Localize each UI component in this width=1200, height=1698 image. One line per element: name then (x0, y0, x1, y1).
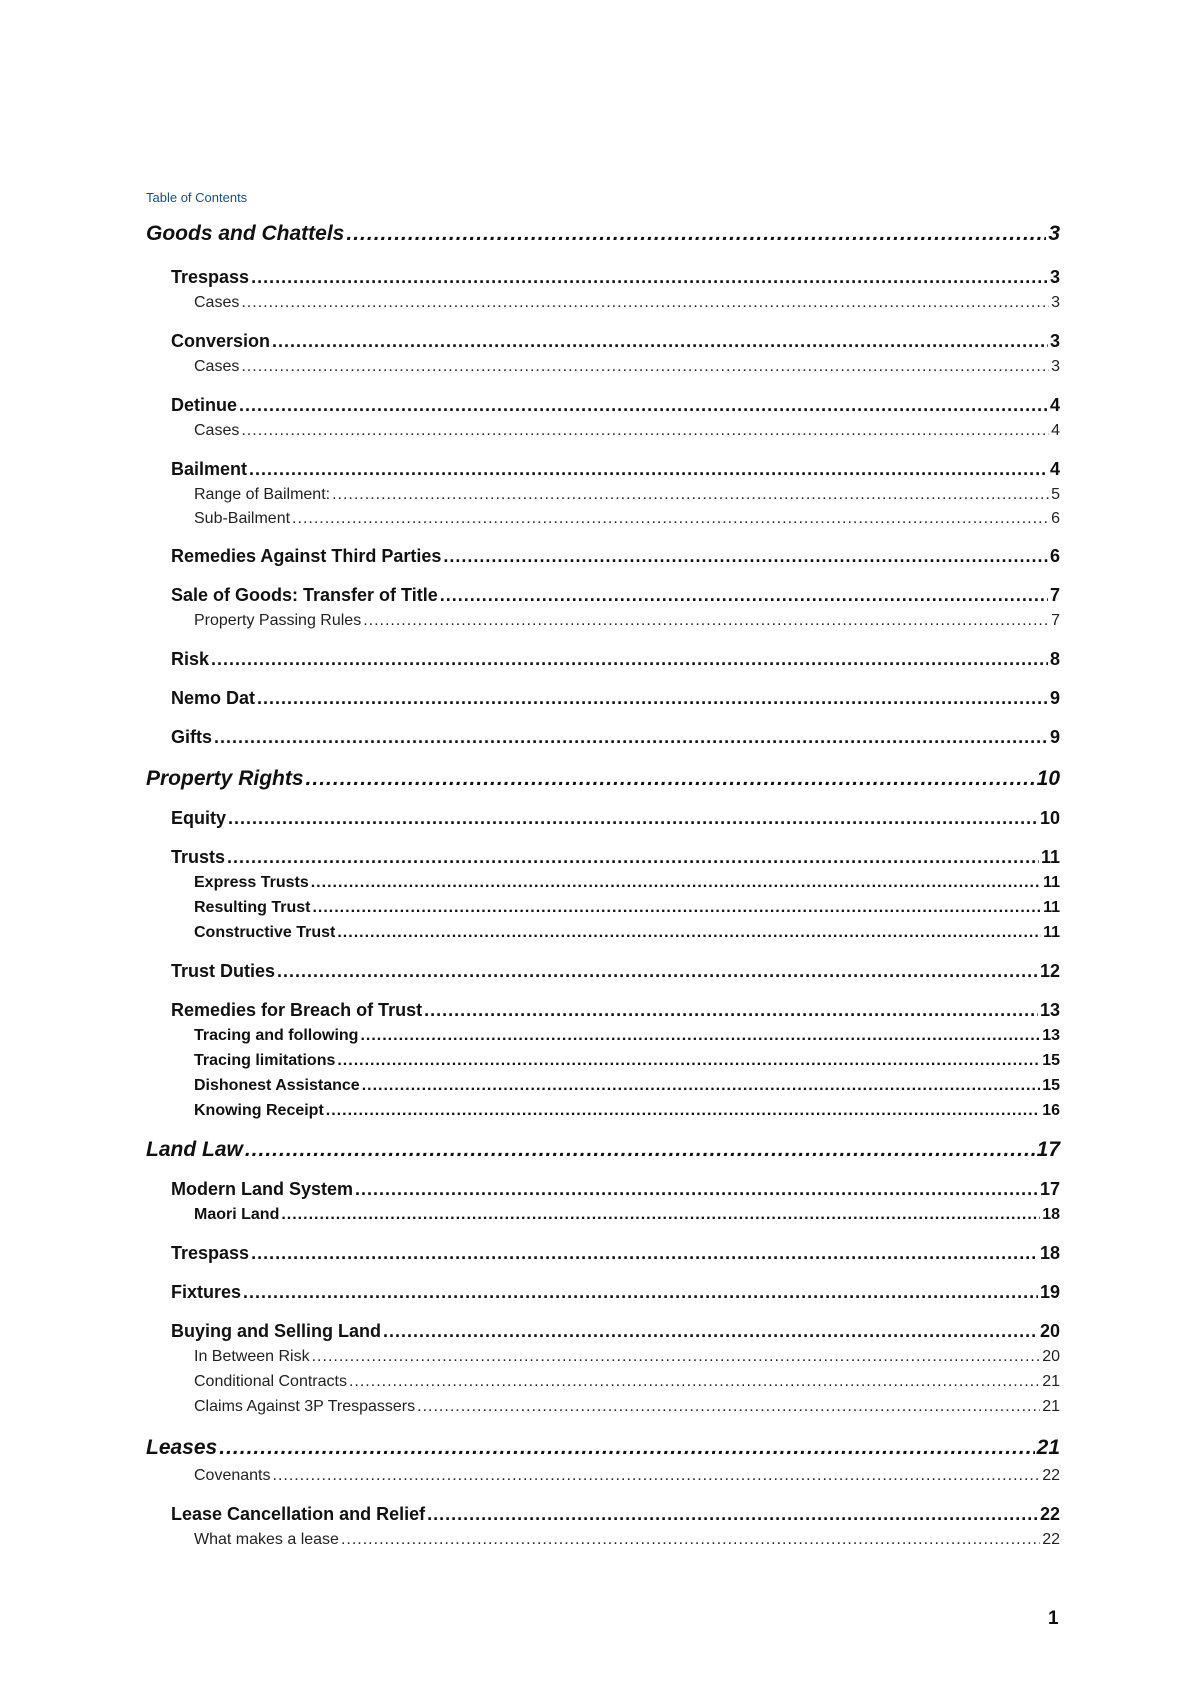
toc-entry-page: 6 (1049, 546, 1060, 566)
toc-entry-label: Gifts (171, 727, 213, 747)
toc-leader (243, 1282, 1038, 1303)
toc-leader (440, 585, 1048, 606)
toc-entry-page: 21 (1036, 1436, 1060, 1459)
toc-leader (360, 1027, 1040, 1045)
toc-entry-sub-bailment[interactable] (194, 510, 1060, 528)
toc-entry-page: 8 (1049, 649, 1060, 669)
toc-entry-page: 13 (1042, 1027, 1060, 1044)
toc-entry-cases[interactable] (194, 358, 1060, 376)
toc-entry-label: Land Law (146, 1138, 243, 1161)
toc-entry-label: Trusts (171, 847, 226, 867)
toc-entry-label: Lease Cancellation and Relief (171, 1504, 426, 1524)
toc-entry-lease-cancellation-and-relief[interactable] (171, 1504, 1060, 1525)
toc-entry-page: 11 (1043, 899, 1060, 916)
toc-entry-label: Conversion (171, 331, 271, 351)
toc-entry-label: In Between Risk (194, 1348, 310, 1365)
toc-leader (341, 1531, 1040, 1549)
toc-leader (312, 899, 1041, 917)
toc-entry-land-law[interactable] (146, 1138, 1060, 1162)
toc-entry-remedies-against-third-parties[interactable] (171, 546, 1060, 567)
toc-leader (281, 1206, 1040, 1224)
toc-entry-label: Goods and Chattels (146, 222, 345, 245)
toc-entry-conversion[interactable] (171, 331, 1060, 352)
toc-entry-property-rights[interactable] (146, 767, 1060, 791)
toc-entry-page: 7 (1049, 585, 1060, 605)
toc-entry-page: 3 (1051, 358, 1060, 375)
toc-entry-trust-duties[interactable] (171, 961, 1060, 982)
toc-entry-page: 22 (1042, 1467, 1060, 1484)
toc-leader (227, 847, 1039, 868)
toc-entry-label: Range of Bailment: (194, 486, 331, 503)
toc-entry-modern-land-system[interactable] (171, 1179, 1060, 1200)
toc-entry-label: Risk (171, 649, 210, 669)
toc-entry-label: Claims Against 3P Trespassers (194, 1398, 416, 1415)
toc-leader (443, 546, 1048, 567)
toc-entry-label: Tracing and following (194, 1027, 359, 1044)
toc-entry-label: Tracing limitations (194, 1052, 336, 1069)
toc-leader (277, 961, 1038, 982)
toc-entry-express-trusts[interactable] (194, 874, 1060, 892)
toc-leader (272, 331, 1048, 352)
toc-entry-label: Trespass (171, 267, 250, 287)
toc-leader (337, 924, 1041, 942)
toc-entry-label: Cases (194, 358, 240, 375)
toc-entry-label: Nemo Dat (171, 688, 256, 708)
toc-leader (292, 510, 1049, 528)
toc-entry-page: 15 (1042, 1052, 1060, 1069)
toc-entry-maori-land[interactable] (194, 1206, 1060, 1224)
toc-entry-conditional-contracts[interactable] (194, 1373, 1060, 1391)
toc-leader (249, 459, 1048, 480)
toc-leader (362, 1077, 1041, 1095)
toc-entry-page: 9 (1049, 727, 1060, 747)
toc-entry-page: 3 (1051, 294, 1060, 311)
toc-leader (219, 1436, 1034, 1460)
toc-entry-page: 10 (1036, 767, 1060, 790)
toc-entry-trespass[interactable] (171, 1243, 1060, 1264)
toc-leader (355, 1179, 1038, 1200)
toc-entry-page: 20 (1039, 1321, 1060, 1341)
toc-entry-resulting-trust[interactable] (194, 899, 1060, 917)
toc-entry-page: 20 (1042, 1348, 1060, 1365)
toc-entry-label: Constructive Trust (194, 924, 336, 941)
toc-entry-page: 13 (1039, 1000, 1060, 1020)
toc-entry-label: Remedies Against Third Parties (171, 546, 442, 566)
toc-entry-label: Modern Land System (171, 1179, 354, 1199)
toc-entry-label: Leases (146, 1436, 218, 1459)
toc-entry-trusts[interactable] (171, 847, 1060, 868)
toc-entry-page: 3 (1048, 222, 1060, 245)
toc-entry-goods-and-chattels[interactable] (146, 222, 1060, 246)
toc-entry-in-between-risk[interactable] (194, 1348, 1060, 1366)
toc-entry-label: Bailment (171, 459, 248, 479)
toc-leader (363, 612, 1049, 630)
toc-entry-property-passing-rules[interactable] (194, 612, 1060, 630)
toc-entry-page: 5 (1051, 486, 1060, 503)
toc-entry-page: 3 (1049, 267, 1060, 287)
toc-entry-nemo-dat[interactable] (171, 688, 1060, 709)
toc-entry-equity[interactable] (171, 808, 1060, 829)
toc-entry-dishonest-assistance[interactable] (194, 1077, 1060, 1095)
toc-leader (211, 649, 1048, 670)
toc-entry-label: What makes a lease (194, 1531, 339, 1548)
toc-entry-label: Trespass (171, 1243, 250, 1263)
toc-entry-page: 22 (1039, 1504, 1060, 1524)
toc-entry-gifts[interactable] (171, 727, 1060, 748)
toc-entry-sale-of-goods[interactable] (171, 585, 1060, 606)
toc-leader (337, 1052, 1040, 1070)
toc-leader (273, 1467, 1041, 1485)
toc-entry-leases[interactable] (146, 1436, 1060, 1460)
toc-leader (251, 1243, 1038, 1264)
toc-entry-label: Cases (194, 422, 240, 439)
toc-entry-page: 17 (1039, 1179, 1060, 1199)
toc-entry-page: 12 (1039, 961, 1060, 981)
toc-leader (241, 422, 1049, 440)
toc-entry-page: 4 (1049, 395, 1060, 415)
toc-entry-page: 7 (1051, 612, 1060, 629)
toc-entry-label: Dishonest Assistance (194, 1077, 360, 1094)
toc-entry-page: 22 (1042, 1531, 1060, 1548)
toc-entry-page: 11 (1043, 924, 1060, 941)
page-number: 1 (1048, 1608, 1059, 1629)
toc-entry-label: Covenants (194, 1467, 271, 1484)
toc-entry-page: 3 (1049, 331, 1060, 351)
toc-leader (346, 222, 1046, 246)
toc-entry-label: Equity (171, 808, 227, 828)
toc-entry-label: Knowing Receipt (194, 1102, 324, 1119)
toc-entry-remedies-for-breach-of-trust[interactable] (171, 1000, 1060, 1021)
toc-entry-what-makes-a-lease[interactable] (194, 1531, 1060, 1549)
toc-entry-label: Sub-Bailment (194, 510, 291, 527)
toc-leader (245, 1138, 1035, 1162)
toc-leader (228, 808, 1038, 829)
toc-leader (417, 1398, 1040, 1416)
toc-entry-label: Trust Duties (171, 961, 276, 981)
toc-entry-cases[interactable] (194, 294, 1060, 312)
toc-leader (326, 1102, 1040, 1120)
toc-leader (214, 727, 1048, 748)
toc-leader (241, 358, 1049, 376)
toc-entry-label: Cases (194, 294, 240, 311)
toc-leader (257, 688, 1048, 709)
toc-entry-page: 15 (1042, 1077, 1060, 1094)
toc-leader (427, 1504, 1038, 1525)
toc-entry-label: Sale of Goods: Transfer of Title (171, 585, 438, 605)
toc-entry-page: 18 (1039, 1243, 1060, 1263)
toc-entry-page: 4 (1051, 422, 1060, 439)
toc-entry-cases[interactable] (194, 422, 1060, 440)
toc-entry-label: Express Trusts (194, 874, 309, 891)
toc-entry-label: Property Rights (146, 767, 304, 790)
toc-entry-page: 21 (1042, 1373, 1060, 1390)
toc-leader (383, 1321, 1038, 1342)
toc-entry-constructive-trust[interactable] (194, 924, 1060, 942)
toc-entry-label: Conditional Contracts (194, 1373, 347, 1390)
toc-entry-label: Buying and Selling Land (171, 1321, 382, 1341)
toc-entry-risk[interactable] (171, 649, 1060, 670)
toc-entry-page: 9 (1049, 688, 1060, 708)
toc-entry-page: 11 (1040, 847, 1060, 867)
toc-leader (424, 1000, 1038, 1021)
toc-entry-page: 11 (1043, 874, 1060, 891)
toc-entry-label: Maori Land (194, 1206, 280, 1223)
toc-entry-fixtures[interactable] (171, 1282, 1060, 1303)
toc-leader (306, 767, 1035, 791)
toc-heading: Table of Contents (146, 190, 248, 205)
toc-entry-label: Fixtures (171, 1282, 242, 1302)
toc-entry-covenants[interactable] (194, 1467, 1060, 1485)
toc-entry-tracing-and-following[interactable] (194, 1027, 1060, 1045)
toc-leader (349, 1373, 1040, 1391)
toc-entry-buying-and-selling-land[interactable] (171, 1321, 1060, 1342)
toc-entry-range-of-bailment[interactable] (194, 486, 1060, 504)
toc-entry-page: 6 (1051, 510, 1060, 527)
toc-entry-page: 16 (1042, 1102, 1060, 1119)
toc-entry-claims-against-3p-trespassers[interactable] (194, 1398, 1060, 1416)
toc-entry-detinue[interactable] (171, 395, 1060, 416)
toc-leader (241, 294, 1049, 312)
toc-leader (312, 1348, 1041, 1366)
toc-entry-page: 21 (1042, 1398, 1060, 1415)
toc-entry-page: 17 (1036, 1138, 1060, 1161)
toc-entry-knowing-receipt[interactable] (194, 1102, 1060, 1120)
toc-entry-label: Property Passing Rules (194, 612, 362, 629)
toc-leader (311, 874, 1041, 892)
toc-entry-tracing-limitations[interactable] (194, 1052, 1060, 1070)
toc-entry-trespass[interactable] (171, 267, 1060, 288)
toc-leader (239, 395, 1048, 416)
toc-entry-label: Detinue (171, 395, 238, 415)
toc-entry-page: 10 (1039, 808, 1060, 828)
toc-leader (251, 267, 1048, 288)
toc-entry-label: Remedies for Breach of Trust (171, 1000, 423, 1020)
toc-entry-bailment[interactable] (171, 459, 1060, 480)
toc-entry-page: 19 (1039, 1282, 1060, 1302)
toc-entry-label: Resulting Trust (194, 899, 311, 916)
toc-entry-page: 18 (1042, 1206, 1060, 1223)
toc-entry-page: 4 (1049, 459, 1060, 479)
toc-leader (332, 486, 1049, 504)
